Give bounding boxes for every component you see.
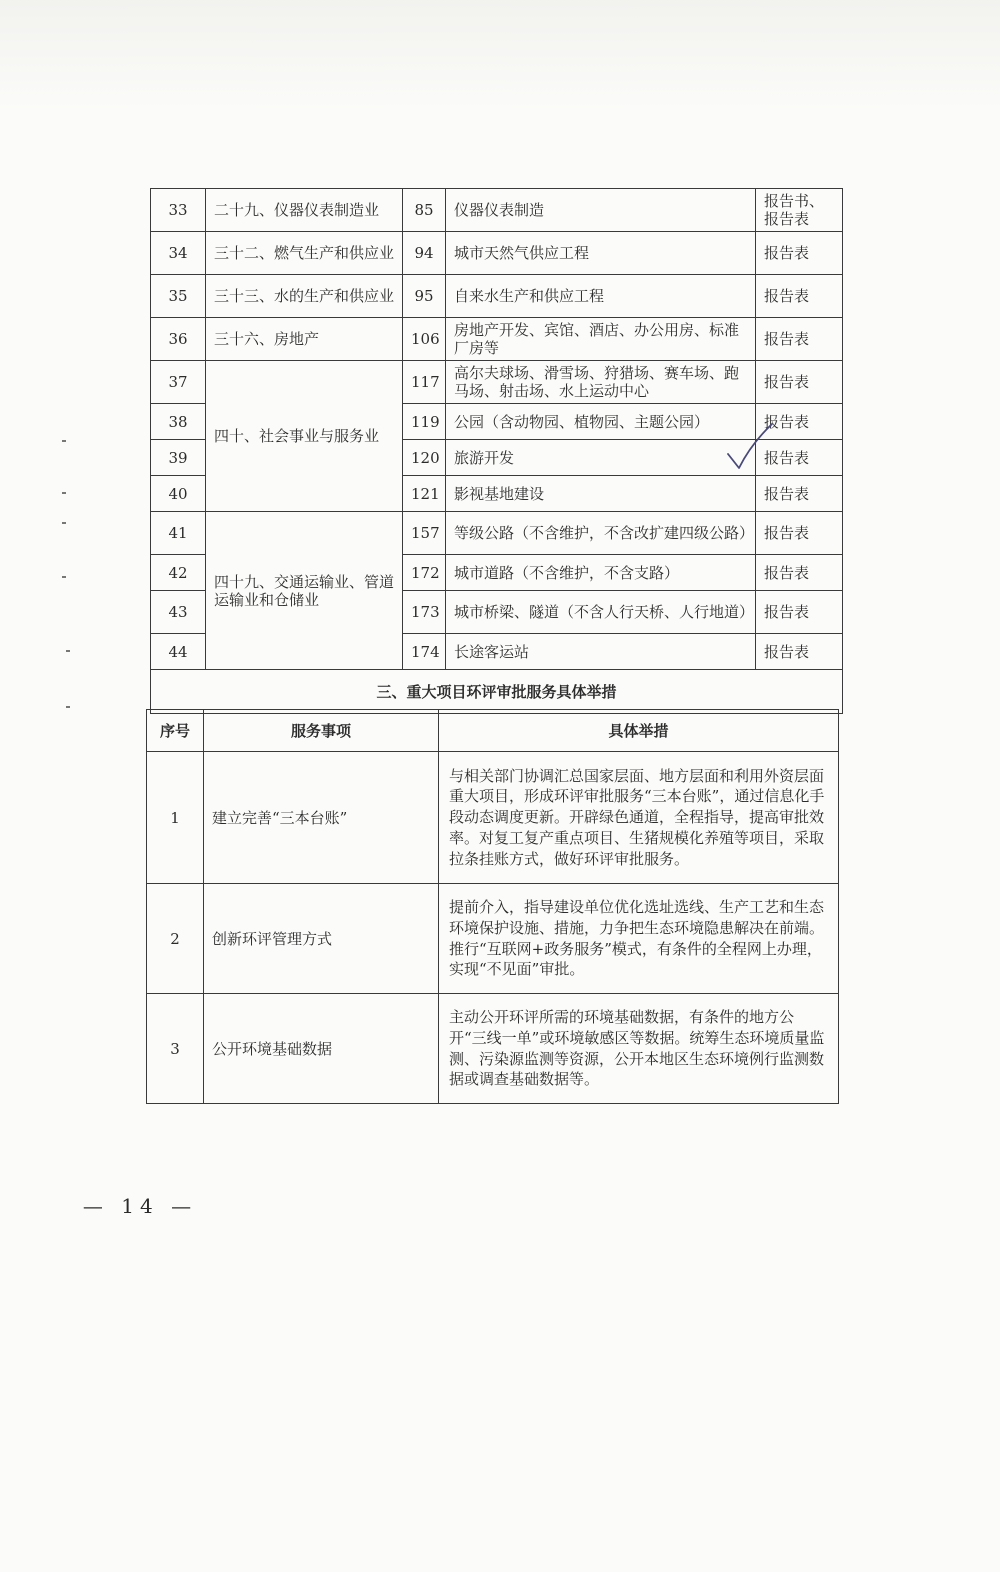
margin-mark — [62, 522, 66, 524]
industry-category: 二十九、仪器仪表制造业 — [206, 189, 403, 232]
report-form: 报告表 — [756, 318, 843, 361]
industry-category: 四十九、交通运输业、管道运输业和仓储业 — [206, 512, 403, 670]
header-number: 序号 — [147, 710, 204, 752]
project-name: 公园（含动物园、植物园、主题公园） — [446, 404, 756, 440]
project-name: 长途客运站 — [446, 634, 756, 670]
project-code: 172 — [403, 555, 446, 591]
table-row — [151, 318, 843, 361]
project-code: 85 — [403, 189, 446, 232]
report-form: 报告表 — [756, 232, 843, 275]
report-form: 报告表 — [756, 440, 843, 476]
row-number: 3 — [147, 994, 204, 1104]
report-form: 报告表 — [756, 512, 843, 555]
industry-category: 四十、社会事业与服务业 — [206, 361, 403, 512]
service-item: 公开环境基础数据 — [204, 994, 439, 1104]
project-code: 120 — [403, 440, 446, 476]
row-number: 42 — [151, 555, 206, 591]
row-number: 33 — [151, 189, 206, 232]
measure-text: 主动公开环评所需的环境基础数据，有条件的地方公开“三线一单”或环境敏感区等数据。统筹生态环境质量监测、污染源监测等资源，公开本地区生态环境例行监测数据或调查基础数据等。 — [439, 994, 839, 1104]
row-number: 35 — [151, 275, 206, 318]
project-name: 自来水生产和供应工程 — [446, 275, 756, 318]
report-form: 报告表 — [756, 591, 843, 634]
project-name: 等级公路（不含维护，不含改扩建四级公路） — [446, 512, 756, 555]
project-name: 城市桥梁、隧道（不含人行天桥、人行地道） — [446, 591, 756, 634]
row-number: 43 — [151, 591, 206, 634]
project-name: 城市道路（不含维护，不含支路） — [446, 555, 756, 591]
report-form: 报告表 — [756, 275, 843, 318]
report-form: 报告表 — [756, 476, 843, 512]
project-code: 174 — [403, 634, 446, 670]
table-header-row — [147, 710, 839, 752]
row-number: 38 — [151, 404, 206, 440]
industry-category: 三十六、房地产 — [206, 318, 403, 361]
row-number: 39 — [151, 440, 206, 476]
measure-text: 提前介入，指导建设单位优化选址选线、生产工艺和生态环境保护设施、措施，力争把生态环境隐患解决在前端。推行“互联网+政务服务”模式，有条件的全程网上办理，实现“不见面”审批。 — [439, 884, 839, 994]
industry-category: 三十二、燃气生产和供应业 — [206, 232, 403, 275]
project-code: 117 — [403, 361, 446, 404]
table-row — [151, 275, 843, 318]
margin-mark — [62, 440, 66, 442]
table-row — [147, 752, 839, 884]
section-title: 三、重大项目环评审批服务具体举措 — [151, 670, 843, 714]
industry-category: 三十三、水的生产和供应业 — [206, 275, 403, 318]
project-name: 城市天然气供应工程 — [446, 232, 756, 275]
scan-edge-shadow — [0, 0, 1000, 110]
table-row — [151, 512, 843, 555]
project-name: 房地产开发、宾馆、酒店、办公用房、标准厂房等 — [446, 318, 756, 361]
project-code: 94 — [403, 232, 446, 275]
project-code: 173 — [403, 591, 446, 634]
row-number: 2 — [147, 884, 204, 994]
service-item: 建立完善“三本台账” — [204, 752, 439, 884]
margin-mark — [66, 650, 70, 652]
table-row — [151, 232, 843, 275]
page-number: — 14 — — [82, 1194, 198, 1218]
table-row — [151, 361, 843, 404]
row-number: 36 — [151, 318, 206, 361]
row-number: 41 — [151, 512, 206, 555]
section-title-row — [151, 670, 843, 714]
table-row — [151, 189, 843, 232]
margin-mark — [66, 706, 70, 708]
table-row — [147, 884, 839, 994]
project-name: 旅游开发 — [446, 440, 756, 476]
row-number: 34 — [151, 232, 206, 275]
report-form: 报告表 — [756, 404, 843, 440]
project-code: 95 — [403, 275, 446, 318]
header-measures: 具体举措 — [439, 710, 839, 752]
handwritten-checkmark-icon — [725, 420, 775, 472]
margin-mark — [62, 492, 66, 494]
report-form: 报告表 — [756, 634, 843, 670]
report-form: 报告书、报告表 — [756, 189, 843, 232]
project-code: 119 — [403, 404, 446, 440]
measure-text: 与相关部门协调汇总国家层面、地方层面和利用外资层面重大项目，形成环评审批服务“三本台账”，通过信息化手段动态调度更新。开辟绿色通道，全程指导，提高审批效率。对复工复产重点项目、生猪规模化养殖等项目，采取拉条挂账方式，做好环评审批服务。 — [439, 752, 839, 884]
report-form: 报告表 — [756, 555, 843, 591]
header-service-item: 服务事项 — [204, 710, 439, 752]
service-item: 创新环评管理方式 — [204, 884, 439, 994]
row-number: 37 — [151, 361, 206, 404]
row-number: 44 — [151, 634, 206, 670]
service-measures-table — [146, 709, 839, 1104]
margin-mark — [62, 576, 66, 578]
report-form: 报告表 — [756, 361, 843, 404]
project-name: 高尔夫球场、滑雪场、狩猎场、赛车场、跑马场、射击场、水上运动中心 — [446, 361, 756, 404]
row-number: 1 — [147, 752, 204, 884]
row-number: 40 — [151, 476, 206, 512]
project-code: 157 — [403, 512, 446, 555]
table-row — [147, 994, 839, 1104]
project-code: 121 — [403, 476, 446, 512]
project-name: 影视基地建设 — [446, 476, 756, 512]
project-code: 106 — [403, 318, 446, 361]
project-name: 仪器仪表制造 — [446, 189, 756, 232]
